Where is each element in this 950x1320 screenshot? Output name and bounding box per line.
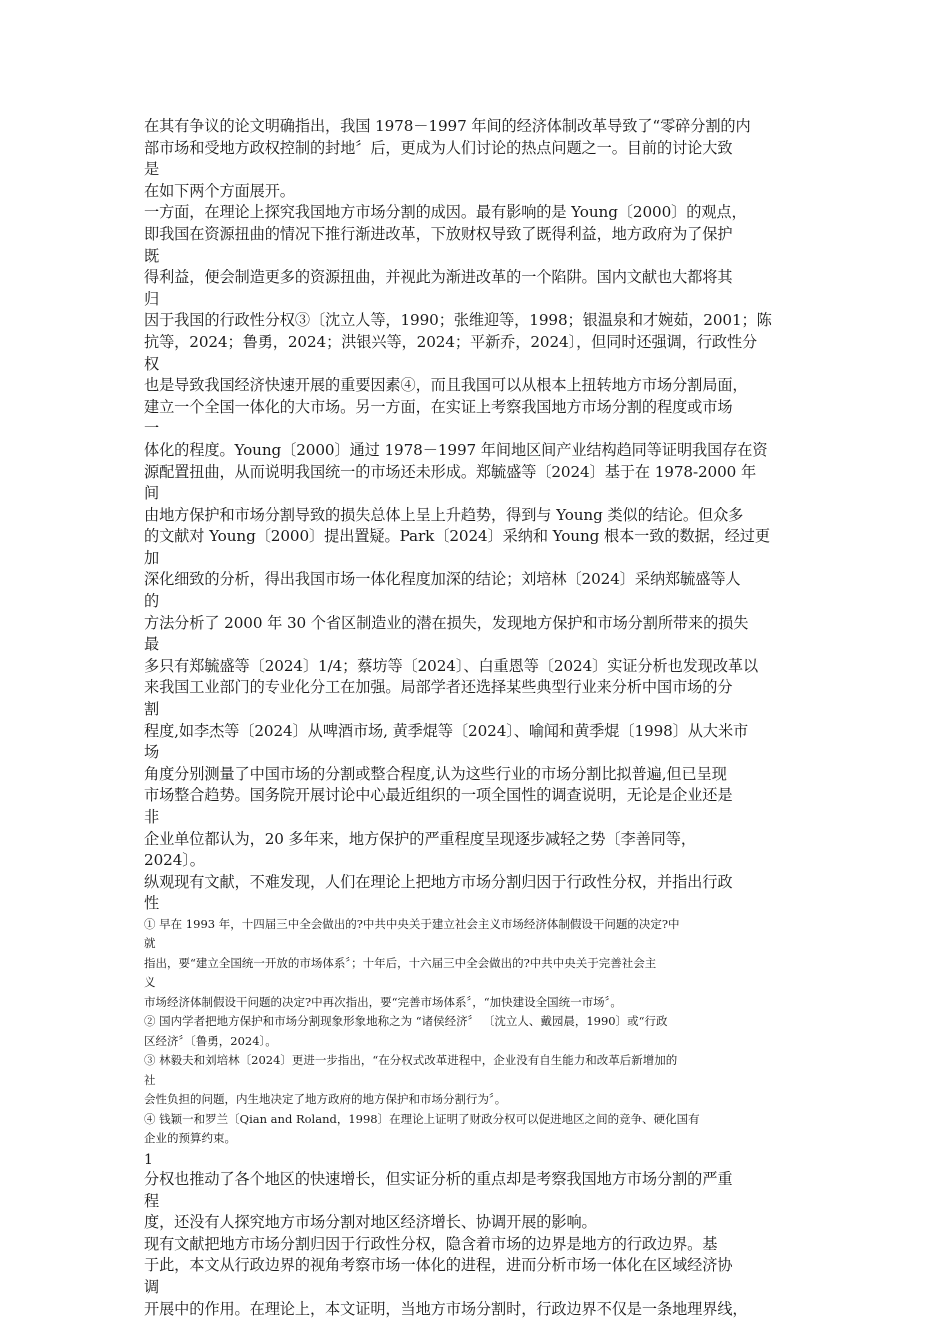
body-line: 性 bbox=[144, 894, 160, 913]
body-line: 现有文献把地方市场分割归因于行政性分权，隐含着市场的边界是地方的行政边界。基 bbox=[144, 1234, 718, 1253]
body-line: 因于我国的行政性分权③〔沈立人等，1990；张维迎等，1998；银温泉和才婉茹，2001；陈 bbox=[144, 311, 772, 330]
footnote-line: 指出，要“建立全国统一开放的市场体系〞；十年后，十六届三中全会做出的?中共中央关于完善社会主 bbox=[144, 955, 657, 970]
body-line: 最 bbox=[144, 635, 160, 654]
footnote-line: 区经济〞〔鲁勇，2024〕。 bbox=[144, 1033, 277, 1048]
body-line: 加 bbox=[144, 548, 160, 567]
footnote-line: ③ 林毅夫和刘培林〔2024〕更进一步指出，“在分权式改革进程中，企业没有自生能力和改革后新增加的 bbox=[144, 1053, 678, 1068]
body-line: 的文献对 Young〔2000〕提出置疑。Park〔2024〕采纳和 Young 根本一致的数据，经过更 bbox=[144, 527, 770, 546]
body-line: 体化的程度。Young〔2000〕通过 1978－1997 年间地区间产业结构趋同等证明我国存在资 bbox=[144, 440, 768, 459]
body-line: 场 bbox=[144, 743, 160, 762]
footnote-line: 社 bbox=[144, 1072, 156, 1087]
body-line: 开展中的作用。在理论上，本文证明，当地方市场分割时，行政边界不仅是一条地理界线， bbox=[144, 1299, 748, 1318]
body-line: 一方面，在理论上探究我国地方市场分割的成因。最有影响的是 Young〔2000〕的观点， bbox=[144, 203, 747, 222]
footnotes bbox=[144, 915, 806, 1149]
body-line: 程 bbox=[144, 1191, 160, 1210]
body-line: 在其有争议的论文明确指出，我国 1978－1997 年间的经济体制改革导致了“零碎分割的内 bbox=[144, 117, 751, 135]
footnote-line: 会性负担的问题，内生地决定了地方政府的地方保护和市场分割行为〞。 bbox=[144, 1092, 507, 1107]
footnote-line: 就 bbox=[144, 936, 156, 951]
body-line: 于此，本文从行政边界的视角考察市场一体化的进程，进而分析市场一体化在区域经济协 bbox=[144, 1256, 733, 1275]
page-number: 1 bbox=[144, 1151, 153, 1168]
body-line: 既 bbox=[144, 246, 160, 265]
body-line: 在如下两个方面展开。 bbox=[144, 181, 295, 200]
body-line: 抗等，2024；鲁勇，2024；洪银兴等，2024；平新乔，2024〕，但同时还强调，行政性分 bbox=[144, 332, 758, 351]
body-line: 间 bbox=[144, 484, 160, 503]
body-line: 程度,如李杰等〔2024〕从啤酒市场, 黄季焜等〔2024〕、喻闻和黄季焜〔1998〕从大米市 bbox=[144, 721, 749, 740]
body-line: 度，还没有人探究地方市场分割对地区经济增长、协调开展的影响。 bbox=[144, 1213, 597, 1232]
body-line: 多只有郑毓盛等〔2024〕1/4；蔡坊等〔2024〕、白重恩等〔2024〕实证分析也发现改革以 bbox=[144, 656, 759, 675]
body-line: 2024〕。 bbox=[144, 851, 205, 870]
body-line: 方法分析了 2000 年 30 个省区制造业的潜在损失，发现地方保护和市场分割所带来的损失 bbox=[144, 613, 749, 632]
footnote-line: ④ 钱颖一和罗兰〔Qian and Roland，1998〕在理论上证明了财政分权可以促进地区之间的竞争、硬化国有 bbox=[144, 1111, 700, 1126]
body-line: 得利益，便会制造更多的资源扭曲，并视此为渐进改革的一个陷阱。国内文献也大都将其 bbox=[144, 268, 733, 287]
footnote-line: ① 早在 1993 年，十四届三中全会做出的?中共中央关于建立社会主义市场经济体制假设干问题的决定?中 bbox=[144, 916, 680, 931]
body-line: 一 bbox=[144, 419, 160, 438]
body-line: 的 bbox=[144, 592, 160, 611]
body-line: 分权也推动了各个地区的快速增长，但实证分析的重点却是考察我国地方市场分割的严重 bbox=[144, 1169, 733, 1188]
body-line: 归 bbox=[144, 289, 160, 308]
body-line: 市场整合趋势。国务院开展讨论中心最近组织的一项全国性的调查说明，无论是企业还是 bbox=[144, 786, 733, 805]
footnote-line: 市场经济体制假设干问题的决定?中再次指出，要“完善市场体系〞，“加快建设全国统一市场〞。 bbox=[144, 994, 622, 1009]
body-line: 纵观现有文献，不难发现，人们在理论上把地方市场分割归因于行政性分权，并指出行政 bbox=[144, 872, 733, 891]
body-line: 企业单位都认为，20 多年来，地方保护的严重程度呈现逐步减轻之势〔李善同等， bbox=[144, 829, 696, 848]
body-line: 也是导致我国经济快速开展的重要因素④，而且我国可以从根本上扭转地方市场分割局面， bbox=[144, 376, 748, 395]
body-line: 即我国在资源扭曲的情况下推行渐进改革，下放财权导致了既得利益，地方政府为了保护 bbox=[144, 224, 733, 243]
body-line: 部市场和受地方政权控制的封地〞后，更成为人们讨论的热点问题之一。目前的讨论大致 bbox=[144, 138, 733, 157]
body-line: 角度分别测量了中国市场的分割或整合程度,认为这些行业的市场分割比拟普遍,但已呈现 bbox=[144, 764, 727, 783]
body-line: 建立一个全国一体化的大市场。另一方面，在实证上考察我国地方市场分割的程度或市场 bbox=[144, 397, 733, 416]
body-text-top bbox=[144, 116, 806, 915]
document-page bbox=[144, 116, 806, 1320]
body-line: 由地方保护和市场分割导致的损失总体上呈上升趋势，得到与 Young 类似的结论。但众多 bbox=[144, 505, 744, 524]
body-line: 源配置扭曲，从而说明我国统一的市场还未形成。郑毓盛等〔2024〕基于在 1978-2000 年 bbox=[144, 462, 757, 481]
footnote-line: 企业的预算约束。 bbox=[144, 1131, 236, 1146]
footnote-line: ② 国内学者把地方保护和市场分割现象形象地称之为 “诸侯经济〞 〔沈立人、戴园晨，1990〕或“行政 bbox=[144, 1014, 668, 1029]
body-line: 深化细致的分析，得出我国市场一体化程度加深的结论；刘培林〔2024〕采纳郑毓盛等人 bbox=[144, 570, 741, 589]
body-line: 是 bbox=[144, 160, 160, 179]
body-line: 非 bbox=[144, 808, 160, 826]
body-line: 权 bbox=[144, 354, 160, 373]
body-text-bottom bbox=[144, 1169, 806, 1320]
body-line: 割 bbox=[144, 700, 160, 719]
footnote-line: 义 bbox=[144, 975, 156, 990]
body-line: 调 bbox=[144, 1277, 160, 1296]
body-line: 来我国工业部门的专业化分工在加强。局部学者还选择某些典型行业来分析中国市场的分 bbox=[144, 678, 733, 697]
